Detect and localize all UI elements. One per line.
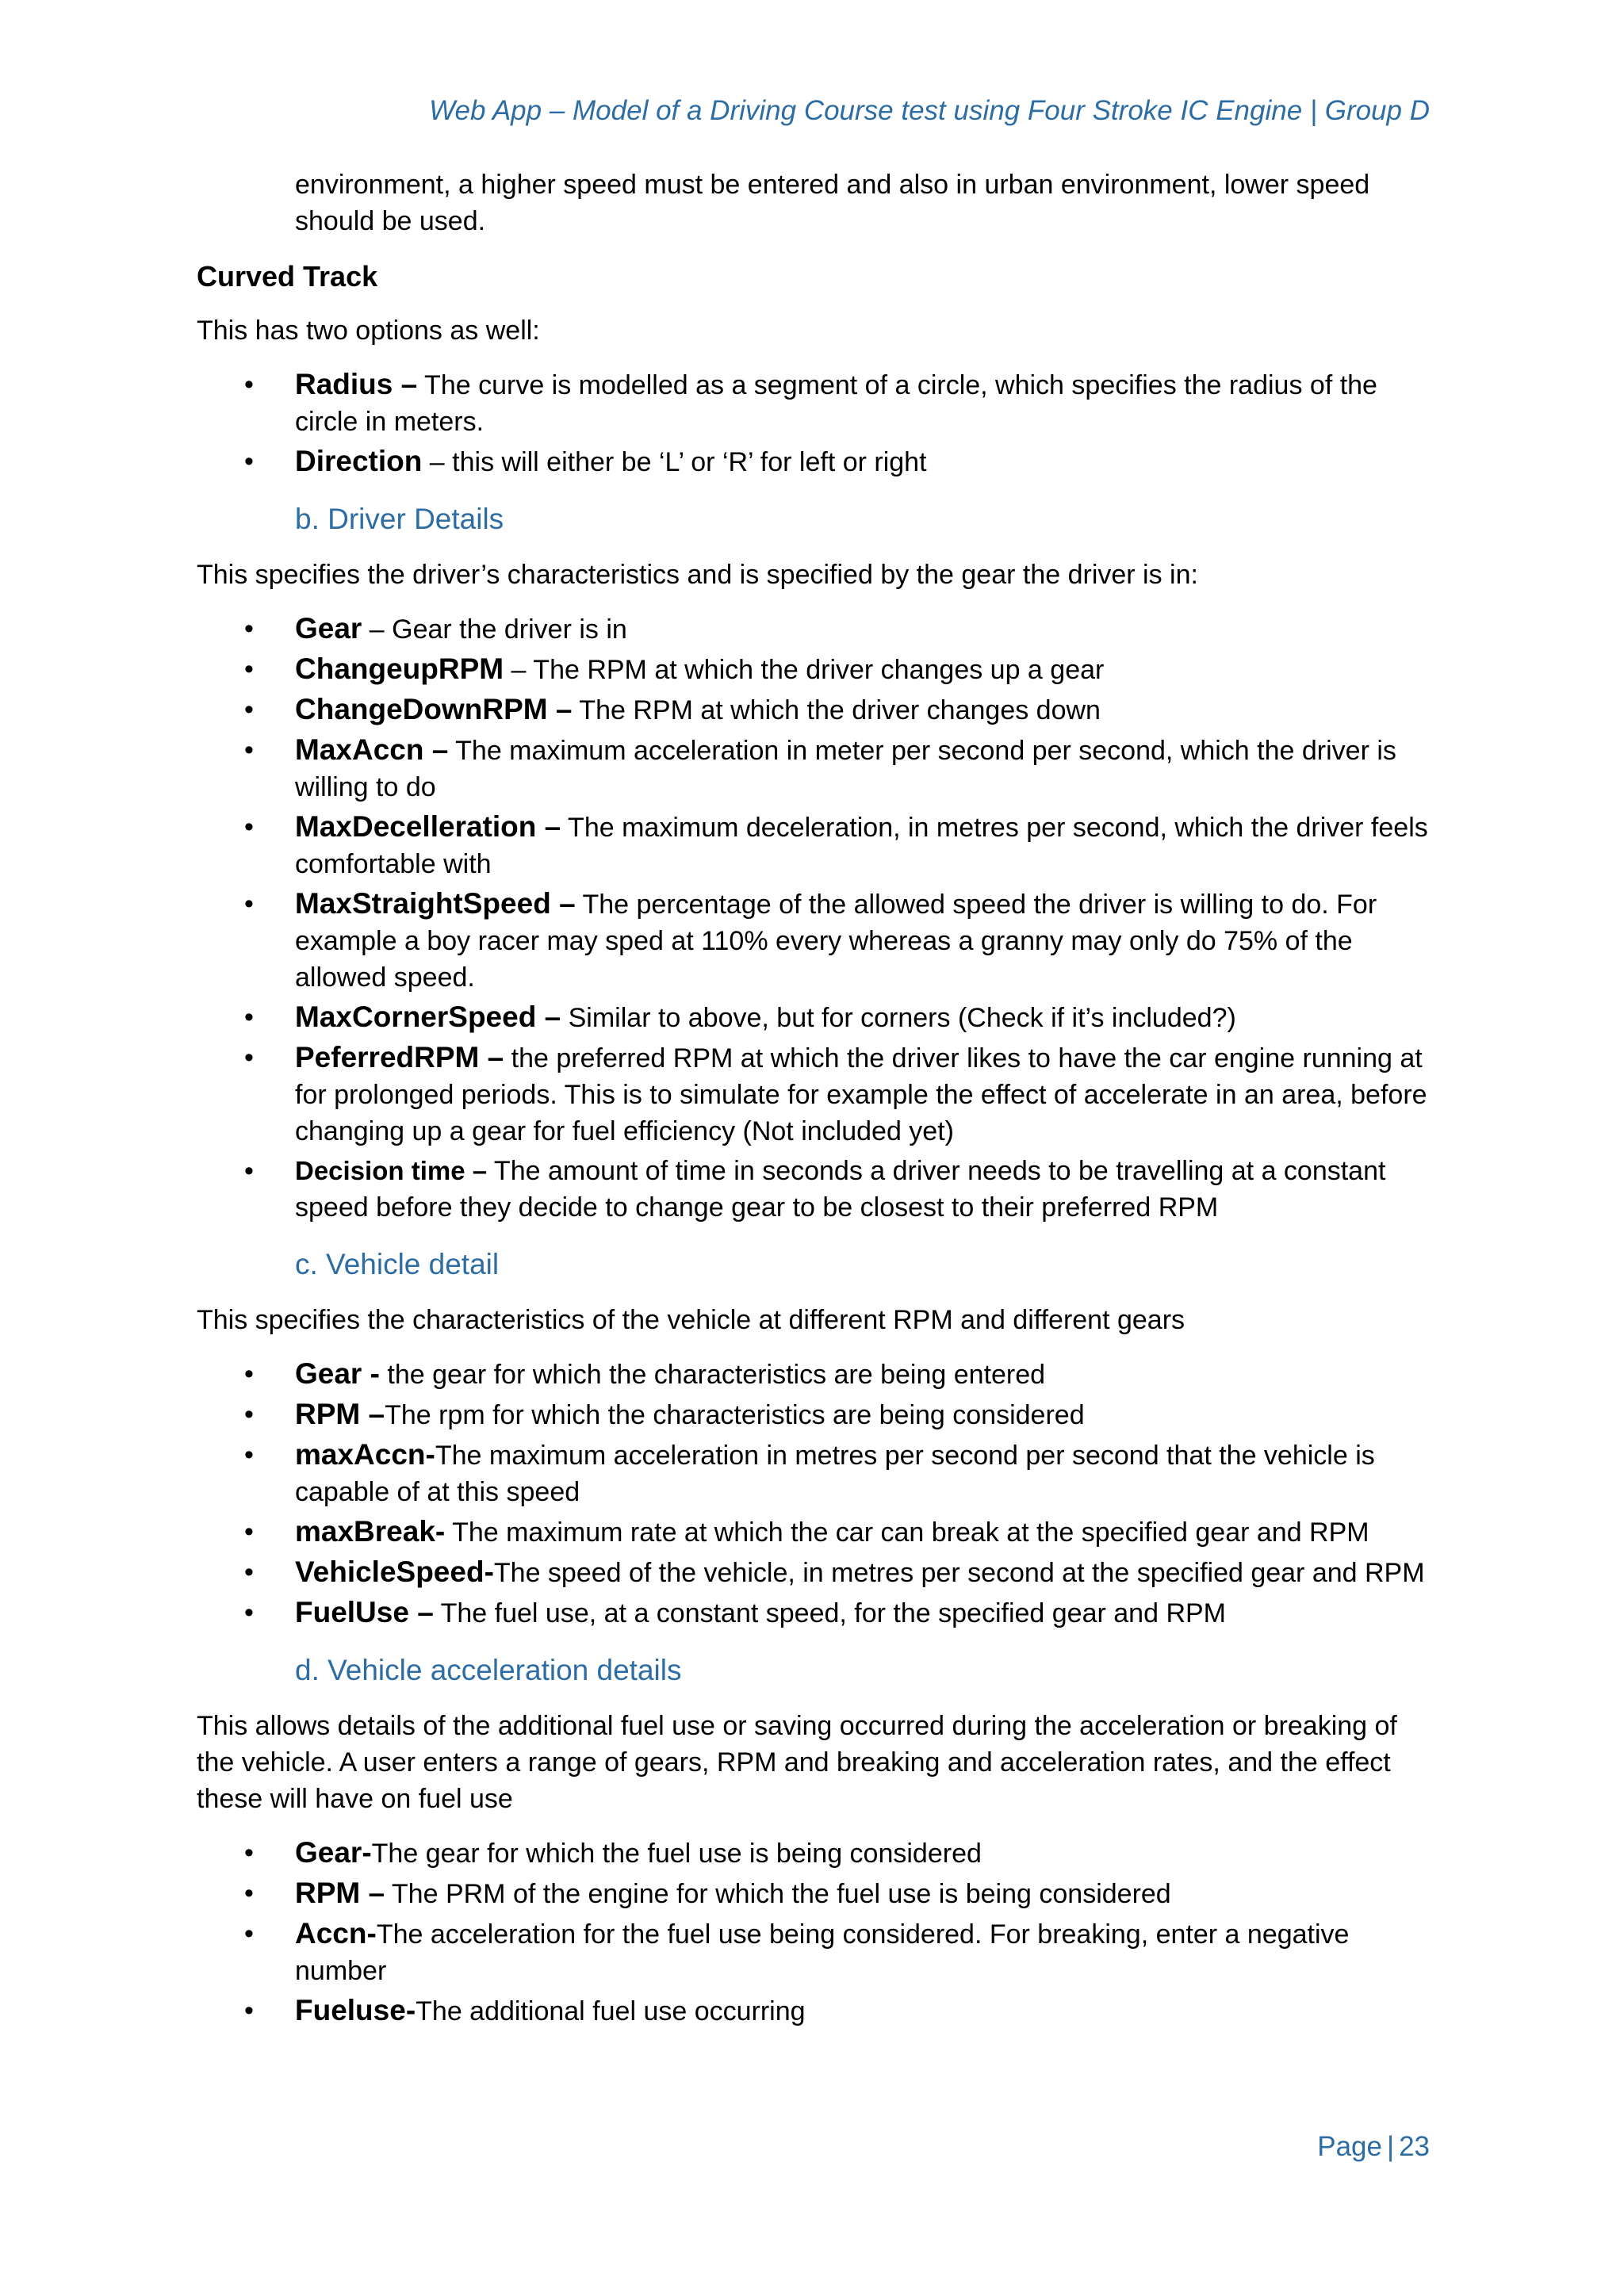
list-item — [197, 1875, 1434, 1912]
vehicle-detail-intro: This specifies the characteristics of the vehicle at different RPM and different gears — [197, 1305, 1185, 1335]
bullet-icon: • — [244, 1838, 254, 1868]
list-item-text: The maximum acceleration in metres per second per second that the vehicle is capable of at this speed — [295, 1441, 1375, 1507]
list-item — [197, 809, 1434, 882]
bullet-icon: • — [244, 1996, 254, 2026]
list-item-text: – The RPM at which the driver changes up a gear — [504, 655, 1105, 685]
list-item-term: maxBreak- — [295, 1515, 446, 1548]
list-item — [197, 691, 1434, 729]
list-item-text: The percentage of the allowed speed the driver is willing to do. For example a boy racer may sped at 110% every whereas a granny may only do 75% of the allowed speed. — [295, 890, 1377, 993]
list-item-text: The acceleration for the fuel use being considered. For breaking, enter a negative number — [295, 1919, 1350, 1986]
vehicle-detail-list — [197, 1356, 1434, 1632]
list-item-term: ChangeDownRPM – — [295, 693, 573, 725]
vehicle-acceleration-heading: d. Vehicle acceleration details — [295, 1654, 682, 1686]
list-item — [197, 1039, 1434, 1150]
list-item-term: ChangeupRPM — [295, 652, 504, 685]
list-item — [197, 732, 1434, 806]
bullet-icon: • — [244, 614, 254, 644]
list-item-term: Radius – — [295, 368, 418, 400]
list-item-term: VehicleSpeed- — [295, 1556, 494, 1588]
list-item-term: MaxDecelleration – — [295, 810, 561, 843]
bullet-icon: • — [244, 889, 254, 919]
page-number — [1317, 2131, 1430, 2163]
vehicle-acceleration-list — [197, 1835, 1434, 2030]
bullet-icon: • — [244, 369, 254, 400]
list-item-text: The fuel use, at a constant speed, for the specified gear and RPM — [433, 1598, 1226, 1628]
vehicle-acceleration-intro: This allows details of the additional fuel use or saving occurred during the acceleration or breaking of the vehicle. A user enters a range of gears, RPM and breaking and acceleration rates, and the effect these will have on fuel use — [197, 1711, 1397, 1814]
list-item-text: The gear for which the fuel use is being considered — [371, 1839, 982, 1869]
list-item-term: MaxStraightSpeed – — [295, 887, 576, 920]
bullet-icon: • — [244, 1878, 254, 1908]
list-item — [197, 1835, 1434, 1872]
list-item — [197, 610, 1434, 648]
curved-track-list — [197, 366, 1434, 480]
list-item-text: The maximum acceleration in meter per second per second, which the driver is willing to do — [295, 736, 1396, 802]
list-item-text: Similar to above, but for corners (Check if it’s included?) — [561, 1003, 1236, 1033]
bullet-icon: • — [244, 1598, 254, 1628]
bullet-icon: • — [244, 1919, 254, 1949]
list-item — [197, 1513, 1434, 1551]
list-item-term: MaxAccn – — [295, 733, 449, 766]
list-item-term: Fueluse- — [295, 1994, 416, 2026]
list-item — [197, 443, 1434, 480]
list-item-text: the preferred RPM at which the driver likes to have the car engine running at for prolonged periods. This is to simulate for example the effect of accelerate in an area, before changing up a gear for fuel efficiency (Not included yet) — [295, 1043, 1427, 1146]
list-item-term: Gear — [295, 612, 362, 645]
list-item-term: RPM – — [295, 1398, 385, 1430]
list-item-text: The additional fuel use occurring — [416, 1996, 806, 2026]
page-separator: | — [1386, 2131, 1395, 2162]
curved-track-heading: Curved Track — [197, 260, 378, 293]
list-item-text: The speed of the vehicle, in metres per second at the specified gear and RPM — [493, 1558, 1425, 1588]
bullet-icon: • — [244, 812, 254, 842]
list-item-term: FuelUse – — [295, 1596, 434, 1628]
list-item-term: Decision time – — [295, 1156, 488, 1185]
bullet-icon: • — [244, 1002, 254, 1032]
list-item-term: Gear- — [295, 1836, 372, 1869]
list-item-text: – Gear the driver is in — [362, 614, 627, 645]
bullet-icon: • — [244, 1557, 254, 1587]
list-item-text: The PRM of the engine for which the fuel use is being considered — [385, 1879, 1171, 1909]
list-item-text: – this will either be ‘L’ or ‘R’ for left or right — [422, 447, 927, 477]
bullet-icon: • — [244, 1440, 254, 1470]
list-item-term: maxAccn- — [295, 1438, 435, 1471]
bullet-icon: • — [244, 695, 254, 725]
vehicle-detail-heading: c. Vehicle detail — [295, 1248, 500, 1280]
list-item — [197, 1992, 1434, 2030]
list-item-term: MaxCornerSpeed – — [295, 1001, 561, 1033]
bullet-icon: • — [244, 1043, 254, 1073]
bullet-icon: • — [244, 735, 254, 765]
list-item — [197, 651, 1434, 688]
list-item-term: Gear - — [295, 1357, 380, 1390]
bullet-icon: • — [244, 1156, 254, 1186]
list-item-text: The maximum deceleration, in metres per second, which the driver feels comfortable with — [295, 813, 1428, 879]
list-item-text: The rpm for which the characteristics are being considered — [385, 1400, 1085, 1430]
page-number-value: 23 — [1399, 2131, 1430, 2162]
list-item-term: PeferredRPM – — [295, 1041, 504, 1073]
driver-details-heading: b. Driver Details — [295, 503, 504, 535]
list-item — [197, 1153, 1434, 1226]
list-item-text: The amount of time in seconds a driver needs to be travelling at a constant speed before they decide to change gear to be closest to their preferred RPM — [295, 1156, 1386, 1223]
page-content — [197, 166, 1434, 2049]
list-item-text: The maximum rate at which the car can break at the specified gear and RPM — [445, 1517, 1369, 1548]
bullet-icon: • — [244, 1399, 254, 1429]
list-item — [197, 886, 1434, 996]
bullet-icon: • — [244, 1359, 254, 1389]
list-item-text: The RPM at which the driver changes down — [572, 695, 1101, 725]
list-item-term: Accn- — [295, 1917, 377, 1950]
intro-continuation: environment, a higher speed must be entered and also in urban environment, lower speed should be used. — [295, 170, 1370, 236]
list-item — [197, 1554, 1434, 1591]
list-item-term: Direction — [295, 445, 423, 477]
page-label: Page — [1317, 2131, 1382, 2162]
list-item — [197, 999, 1434, 1036]
list-item-term: RPM – — [295, 1877, 385, 1909]
driver-details-list — [197, 610, 1434, 1226]
list-item-text: The curve is modelled as a segment of a circle, which specifies the radius of the circle in meters. — [295, 370, 1377, 437]
list-item — [197, 1437, 1434, 1510]
list-item — [197, 1356, 1434, 1393]
running-header: Web App – Model of a Driving Course test using Four Stroke IC Engine | Group D — [429, 95, 1430, 126]
bullet-icon: • — [244, 446, 254, 476]
bullet-icon: • — [244, 654, 254, 684]
list-item — [197, 1915, 1434, 1989]
list-item — [197, 1594, 1434, 1632]
bullet-icon: • — [244, 1517, 254, 1547]
list-item — [197, 1396, 1434, 1433]
list-item-text: the gear for which the characteristics are being entered — [379, 1360, 1046, 1390]
curved-track-intro: This has two options as well: — [197, 316, 540, 346]
driver-details-intro: This specifies the driver’s characteristics and is specified by the gear the driver is in: — [197, 560, 1198, 590]
list-item — [197, 366, 1434, 440]
